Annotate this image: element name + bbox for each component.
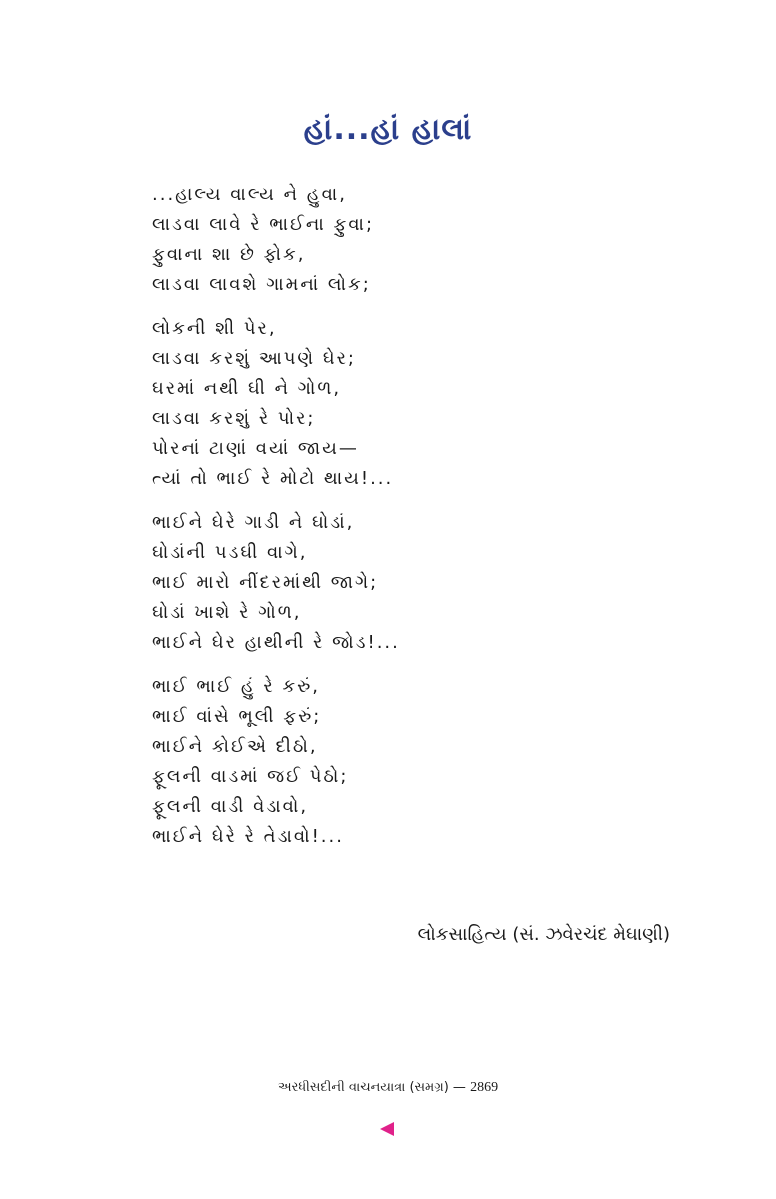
stanza [152, 508, 652, 658]
poem-line: લાડવા કરશું આપણે ઘેર; [152, 348, 356, 369]
page-number: 2869 [470, 1080, 499, 1095]
poem-line: ઘોડાંની પડઘી વાગે, [152, 542, 308, 563]
poem-line: ભાઈને ઘેરે રે તેડાવો!... [152, 826, 344, 847]
poem-line: ફુવાના શા છે ફોક, [152, 244, 306, 265]
poem-line: ભાઈ વાંસે ભૂલી ફરું; [152, 706, 322, 727]
attribution: લોકસાહિત્ય (સં. ઝવેરચંદ મેઘાણી) [417, 924, 670, 945]
poem-line: લાડવા કરશું રે પોર; [152, 408, 316, 429]
poem-line: લોકની શી પેર, [152, 318, 277, 339]
footer-book-title: અરધીસદીની વાચનયાત્રા (સમગ્ર) — [277, 1080, 466, 1095]
stanza [152, 314, 652, 494]
poem-line: ત્યાં તો ભાઈ રે મોટો થાય!... [152, 468, 394, 489]
poem-title: હાં...હાં હાલાં [303, 112, 473, 147]
poem-body [152, 180, 652, 866]
poem-line: ...હાલ્ય વાલ્ય ને હુવા, [152, 184, 347, 205]
poem-line: ઘોડાં ખાશે રે ગોળ, [152, 602, 302, 623]
poem-line: ફૂલની વાડમાં જઈ પેઠો; [152, 766, 349, 787]
poem-line: ફૂલની વાડી વેડાવો, [152, 796, 309, 817]
poem-line: ઘરમાં નથી ઘી ને ગોળ, [152, 378, 342, 399]
poem-line: ભાઈને ઘેર હાથીની રે જોડ!... [152, 632, 400, 653]
poem-line: લાડવા લાવે રે ભાઈના ફુવા; [152, 214, 375, 235]
stanza [152, 180, 652, 300]
poem-line: પોરનાં ટાણાં વયાં જાય— [152, 438, 359, 459]
page-footer [0, 1080, 776, 1096]
poem-line: લાડવા લાવશે ગામનાં લોક; [152, 274, 371, 295]
poem-line: ભાઈને કોઈએ દીઠો, [152, 736, 318, 757]
stanza [152, 672, 652, 852]
poem-line: ભાઈ ભાઈ હું રે કરું, [152, 676, 321, 697]
poem-line: ભાઈ મારો નીંદરમાંથી જાગે; [152, 572, 379, 593]
poem-line: ભાઈને ઘેરે ગાડી ને ઘોડાં, [152, 512, 355, 533]
left-triangle-icon [380, 1122, 394, 1136]
